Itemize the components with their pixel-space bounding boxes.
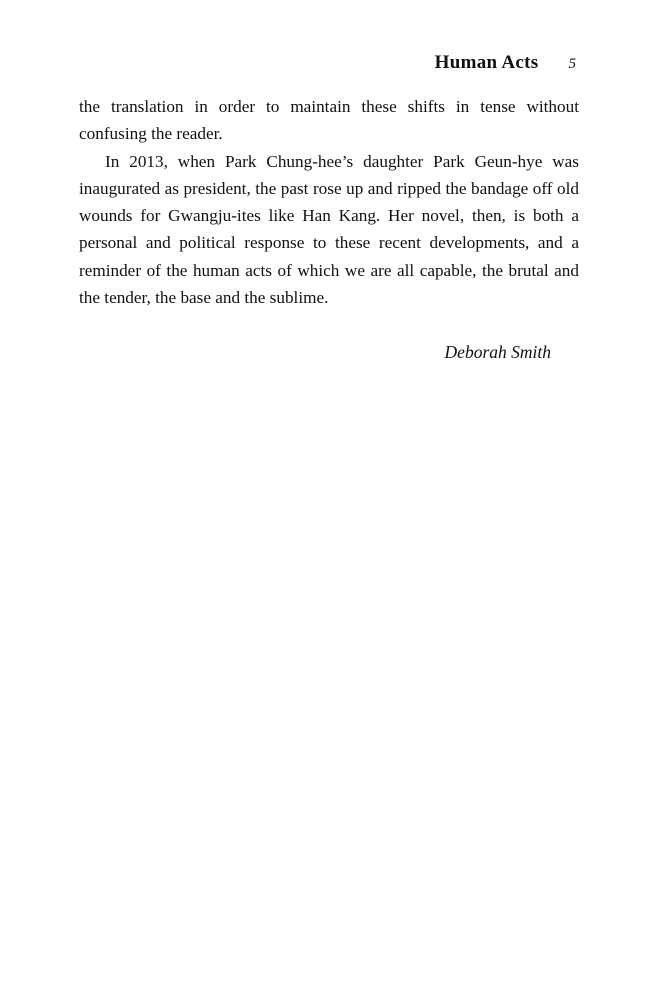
author-signature: Deborah Smith [444,342,551,362]
page-number: 5 [568,56,576,72]
running-head [435,52,576,74]
book-title: Human Acts [434,52,539,73]
paragraph-continued: the translation in order to maintain these shifts in tense without confusing the reader. [79,97,579,144]
paragraph: In 2013, when Park Chung-hee’s daughter Park Geun-hye was inaugurated as president, the past rose up and ripped the bandage off old wounds for Gwangju-ites like Han Kang. Her novel, then, is both a personal and political response to these recent developments, and a reminder of the human acts of which we are all capable, the brutal and the tender, the base and the sublime. [79,151,579,308]
body-text [79,93,579,311]
